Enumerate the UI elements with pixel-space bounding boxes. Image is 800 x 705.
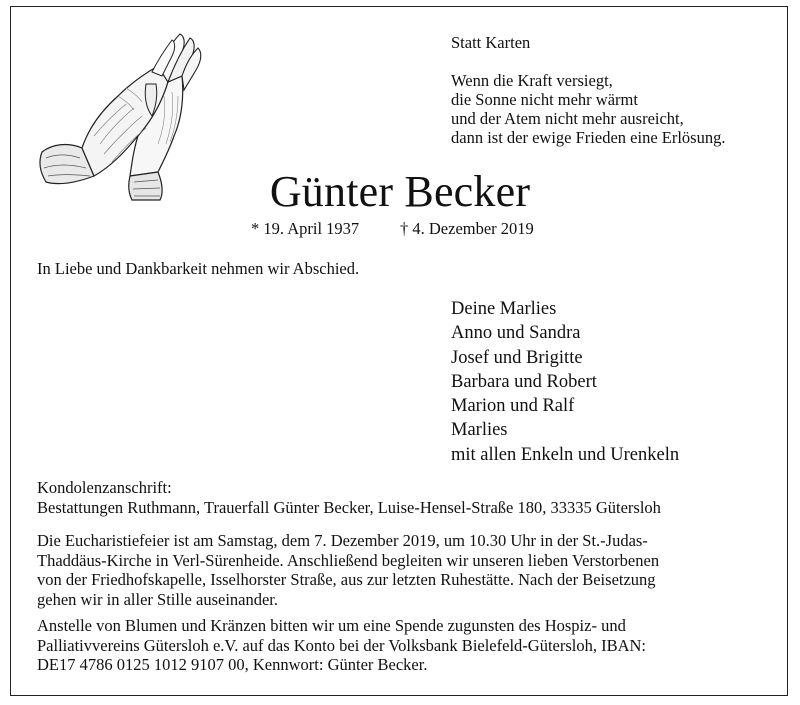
mourner-name: Anno und Sandra [451,323,581,344]
mourners-list [451,297,679,467]
death-date: † 4. Dezember 2019 [400,219,534,238]
paragraph-line: Anstelle von Blumen und Kränzen bitten wir um eine Spende zugunsten des Hospiz- und [37,616,626,635]
deceased-name: Günter Becker [269,167,531,216]
paragraph-line: Die Eucharistiefeier ist am Samstag, dem 7. Dezember 2019, um 10.30 Uhr in der St.-Judas- [37,531,648,550]
mourner-name: Marion und Ralf [451,396,575,417]
paragraph-line: von der Friedhofskapelle, Isselhorster Straße, aus zur letzten Ruhestätte. Nach der Beisetzung [37,570,656,589]
notice-heading: Statt Karten [451,33,531,52]
mourner-name: Marlies [451,420,508,441]
funeral-service-paragraph [37,531,659,609]
condolence-address [37,478,661,517]
farewell-text: In Liebe und Dankbarkeit nehmen wir Abschied. [37,259,360,278]
condolence-label: Kondolenzanschrift: [37,478,172,497]
poem-line: die Sonne nicht mehr wärmt [451,90,638,109]
paragraph-line: Thaddäus-Kirche in Verl-Sürenheide. Anschließend begleiten wir unseren lieben Verstorbenen [37,550,660,570]
birth-date: * 19. April 1937 [251,219,360,238]
mourner-name: Barbara und Robert [451,371,597,392]
paragraph-line: gehen wir in aller Stille auseinander. [37,589,279,609]
condolence-address-line: Bestattungen Ruthmann, Trauerfall Günter Becker, Luise-Hensel-Straße 180, 33335 Gütersloh [37,497,661,517]
paragraph-line: Palliativvereins Gütersloh e.V. auf das Konto bei der Volksbank Bielefeld-Gütersloh, IBAN: [37,635,647,655]
donation-paragraph [37,616,646,675]
poem-line: und der Atem nicht mehr ausreicht, [451,109,684,128]
poem-block [451,33,725,147]
poem-line: dann ist der ewige Frieden eine Erlösung. [451,128,726,147]
paragraph-line: DE17 4786 0125 1012 9107 00, Kennwort: Günter Becker. [37,655,428,674]
mourner-name: mit allen Enkeln und Urenkeln [451,444,680,465]
mourner-name: Deine Marlies [451,299,557,319]
mourner-name: Josef und Brigitte [451,347,583,368]
poem-line: Wenn die Kraft versiegt, [451,71,613,90]
